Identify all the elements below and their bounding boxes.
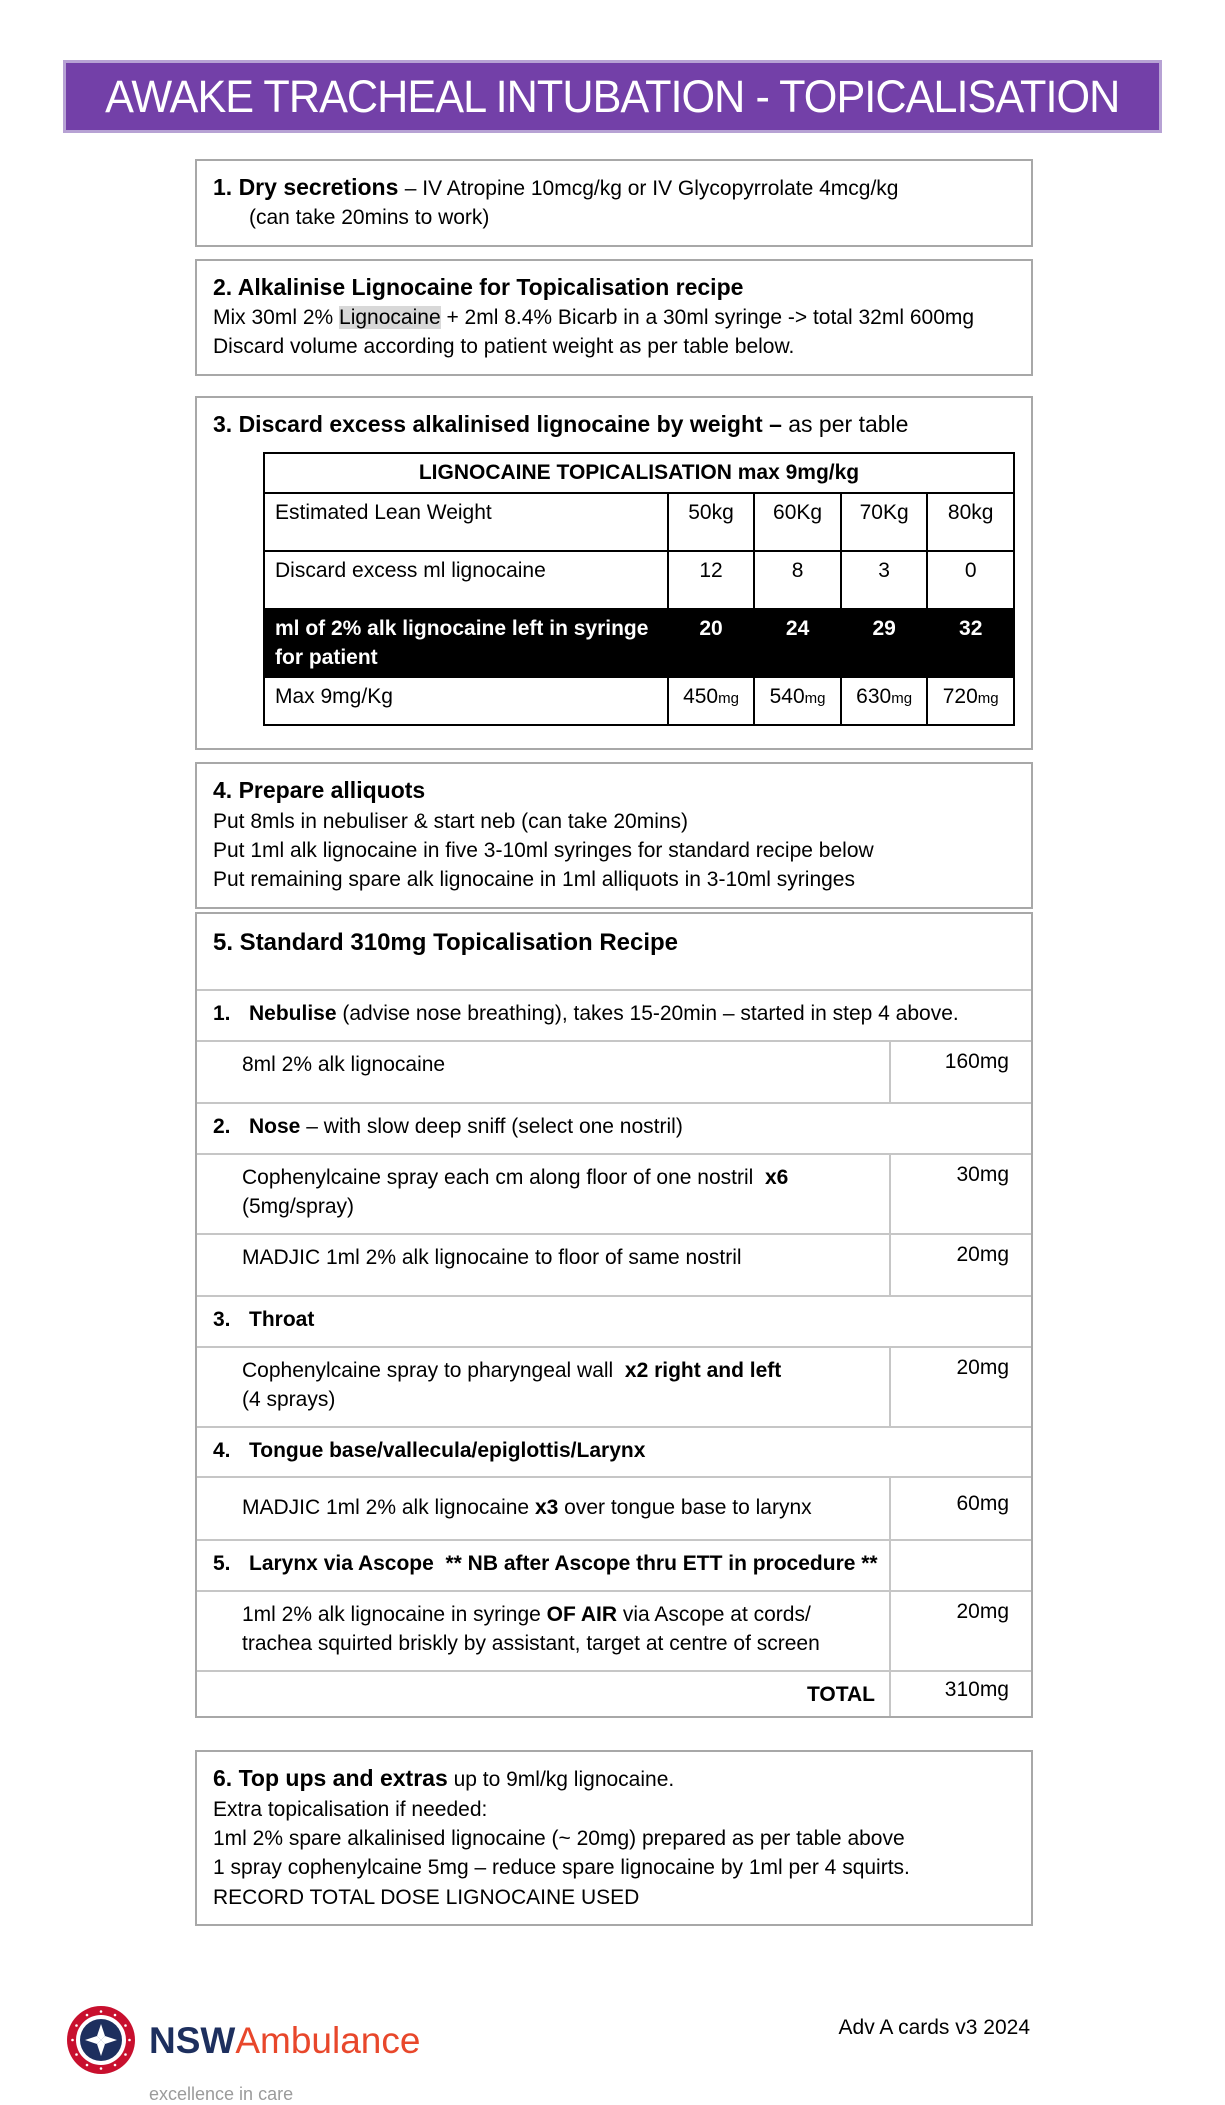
item-line2: (4 sprays): [242, 1387, 336, 1411]
step-number: 3.: [213, 1307, 231, 1331]
dose-value-empty: [889, 1541, 1031, 1590]
topups-heading-rest: up to 9ml/kg lignocaine.: [447, 1768, 675, 1792]
topups-line4: RECORD TOTAL DOSE LIGNOCAINE USED: [213, 1885, 640, 1909]
brand-nsw: NSW: [149, 2019, 236, 2061]
alliquots-line3: Put remaining spare alk lignocaine in 1ml alliquots in 3-10ml syringes: [213, 868, 855, 892]
step-detail: – with slow deep sniff (select one nostril): [300, 1114, 683, 1138]
topups-heading: 6. Top ups and extras: [213, 1765, 448, 1792]
recipe-step-throat: [197, 1295, 1031, 1346]
step-title: Nebulise: [249, 1001, 337, 1025]
discard-heading: 3. Discard excess alkalinised lignocaine by weight –: [213, 410, 789, 437]
nsw-ambulance-logo-icon: [65, 2004, 137, 2076]
recipe-step-tongue-base: [197, 1426, 1031, 1477]
recipe-item-madjic-tongue: MADJIC 1ml 2% alk lignocaine x3 over tongue base to larynx 60mg: [197, 1476, 1031, 1539]
item-line2: trachea squirted briskly by assistant, target at centre of screen: [242, 1632, 820, 1656]
brand-tagline: excellence in care: [149, 2084, 294, 2105]
total-label: TOTAL: [806, 1683, 875, 1707]
dose-value: 20mg: [889, 1235, 1031, 1295]
recipe-step-nebulise: [197, 989, 1031, 1040]
dose-value: 20mg: [889, 1348, 1031, 1426]
discard-60: 8: [754, 551, 841, 609]
weight-60: 60Kg: [754, 493, 841, 551]
recipe-item-madjic-nostril: [197, 1233, 1031, 1295]
alliquots-heading: 4. Prepare alliquots: [213, 777, 426, 804]
row-label: Discard excess ml lignocaine: [264, 551, 668, 609]
left-60: 24: [754, 609, 841, 678]
recipe-step-nose: [197, 1102, 1031, 1153]
section-dry-secretions: [195, 159, 1033, 247]
title-banner: [63, 60, 1162, 133]
total-value: 310mg: [889, 1672, 1031, 1716]
mix-post: + 2ml 8.4% Bicarb in a 30ml syringe -> total 32ml 600mg: [440, 305, 975, 329]
item-line1: 1ml 2% alk lignocaine in syringe OF AIR via Ascope at cords/: [242, 1603, 811, 1627]
max-80: 720mg: [927, 677, 1014, 725]
weight-50: 50kg: [668, 493, 755, 551]
dose-value: 30mg: [889, 1155, 1031, 1233]
brand-ambulance: Ambulance: [235, 2019, 421, 2061]
dry-secretions-heading: 1. Dry secretions: [213, 174, 405, 200]
left-80: 32: [927, 609, 1014, 678]
step-number: 1.: [213, 1001, 231, 1025]
section-discard-by-weight: [195, 396, 1033, 751]
table-row-discard: [264, 551, 1014, 609]
footer: [65, 2004, 1030, 2105]
step-title: Tongue base/vallecula/epiglottis/Larynx: [249, 1438, 646, 1462]
weight-80: 80kg: [927, 493, 1014, 551]
item-line1: Cophenylcaine spray to pharyngeal wall x2 right and left: [242, 1358, 782, 1382]
table-row-max-dose: [264, 677, 1014, 725]
step-detail: (advise nose breathing), takes 15-20min – started in step 4 above.: [336, 1001, 959, 1025]
brand-wordmark: [149, 2019, 421, 2061]
mix-pre: Mix 30ml 2%: [213, 305, 340, 329]
step-title: Larynx via Ascope ** NB after Ascope thru ETT in procedure **: [249, 1552, 878, 1576]
alkalinise-mix-line: [213, 303, 1015, 332]
dry-secretions-line1: [213, 171, 1015, 203]
step-title: Nose: [249, 1114, 301, 1138]
recipe-heading: 5. Standard 310mg Topicalisation Recipe: [213, 928, 679, 956]
dose-value: 160mg: [889, 1042, 1031, 1102]
table-row-left-in-syringe: [264, 609, 1014, 678]
max-60: 540mg: [754, 677, 841, 725]
brand-block: [65, 2004, 420, 2105]
alliquots-line2: Put 1ml alk lignocaine in five 3-10ml syringes for standard recipe below: [213, 838, 874, 862]
row-label: ml of 2% alk lignocaine left in syringe for patient: [264, 609, 668, 678]
item-text: MADJIC 1ml 2% alk lignocaine to floor of same nostril: [242, 1245, 742, 1269]
item-line2: (5mg/spray): [242, 1194, 355, 1218]
lignocaine-table: [263, 452, 1015, 726]
item-line1: Cophenylcaine spray each cm along floor of one nostril x6: [242, 1165, 789, 1189]
discard-70: 3: [841, 551, 928, 609]
recipe-item-air-syringe: [197, 1590, 1031, 1670]
step-title: Throat: [249, 1307, 315, 1331]
discard-50: 12: [668, 551, 755, 609]
alliquots-line1: Put 8mls in nebuliser & start neb (can take 20mins): [213, 809, 689, 833]
topups-line3: 1 spray cophenylcaine 5mg – reduce spare lignocaine by 1ml per 4 squirts.: [213, 1856, 910, 1880]
recipe-item-nebulise-dose: [197, 1040, 1031, 1102]
recipe-title-row: [197, 914, 1031, 989]
item-text: 8ml 2% alk lignocaine: [242, 1052, 446, 1076]
topups-line2: 1ml 2% spare alkalinised lignocaine (~ 20mg) prepared as per table above: [213, 1827, 905, 1851]
topups-line1: Extra topicalisation if needed:: [213, 1797, 488, 1821]
table-title-row: [264, 453, 1014, 492]
alkalinise-discard-line: Discard volume according to patient weight as per table below.: [213, 335, 795, 359]
dry-secretions-drugs: – IV Atropine 10mcg/kg or IV Glycopyrrolate 4mcg/kg: [404, 177, 899, 200]
discard-heading-line: [213, 408, 1015, 440]
discard-80: 0: [927, 551, 1014, 609]
step-number: 5.: [213, 1552, 231, 1576]
lignocaine-highlight: Lignocaine: [339, 305, 441, 329]
alkalinise-heading: 2. Alkalinise Lignocaine for Topicalisation recipe: [213, 273, 744, 300]
topups-heading-line: [213, 1762, 1015, 1794]
version-label: Adv A cards v3 2024: [838, 2016, 1030, 2040]
row-label: Max 9mg/Kg: [264, 677, 668, 725]
table-title: LIGNOCAINE TOPICALISATION max 9mg/kg: [264, 453, 1014, 492]
recipe-total-row: [197, 1670, 1031, 1716]
page-title: AWAKE TRACHEAL INTUBATION - TOPICALISATION: [105, 70, 1120, 122]
recipe-item-cophenylcaine-nostril: [197, 1153, 1031, 1233]
dose-value: 20mg: [889, 1592, 1031, 1670]
max-70: 630mg: [841, 677, 928, 725]
table-row-weight: [264, 493, 1014, 551]
section-prepare-alliquots: [195, 762, 1033, 908]
dry-secretions-note: (can take 20mins to work): [249, 206, 490, 230]
left-50: 20: [668, 609, 755, 678]
card-content: [195, 159, 1033, 1926]
recipe-step-larynx-ascope: [197, 1539, 1031, 1590]
step-number: 4.: [213, 1438, 231, 1462]
section-standard-recipe: [195, 912, 1033, 1719]
left-70: 29: [841, 609, 928, 678]
step-number: 2.: [213, 1114, 231, 1138]
recipe-item-cophenylcaine-pharynx: [197, 1346, 1031, 1426]
weight-70: 70Kg: [841, 493, 928, 551]
discard-heading-rest: as per table: [788, 410, 909, 437]
section-top-ups: [195, 1750, 1033, 1926]
max-50: 450mg: [668, 677, 755, 725]
section-alkalinise: [195, 259, 1033, 376]
dose-value: 60mg: [889, 1478, 1031, 1539]
row-label: Estimated Lean Weight: [264, 493, 668, 551]
